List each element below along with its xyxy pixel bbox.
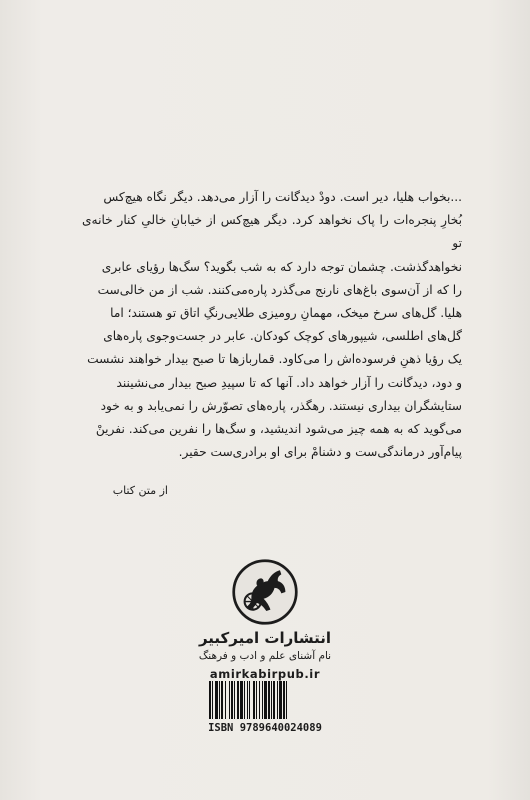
blurb-line: ...بخواب هلیا، دیر است. دودْ دیدگانت را آزار می‌دهد. دیگر نگاه هیچ‌کس: [103, 190, 462, 204]
barcode-bar: [268, 681, 270, 719]
barcode-bar: [212, 681, 213, 719]
barcode-bar: [221, 681, 223, 719]
barcode-bar: [209, 681, 211, 719]
blurb-line: و دود، دیدگانت را آزار خواهد داد. آنها که تا سپیدِ صبح بیدار می‌نشینند: [116, 375, 462, 390]
blurb-line: پیام‌آور درماندگی‌ست و دشنامْ برای او برادری‌ست حقیر.: [178, 445, 462, 460]
barcode-bar: [219, 681, 220, 719]
blurb-line: را که از آن‌سوی باغ‌های نارنج می‌گذرد پاره‌می‌کنند. شب از من خالی‌ست: [97, 282, 462, 297]
barcode-bar: [234, 681, 235, 719]
barcode-bar: [225, 681, 226, 719]
barcode-bar: [237, 681, 239, 719]
barcode-bar: [253, 681, 255, 719]
barcode-bar: [262, 681, 263, 719]
barcode-bar: [273, 681, 275, 719]
barcode-bar: [256, 681, 257, 719]
publisher-tagline: نام آشنای علم و ادب و فرهنگ: [198, 650, 332, 662]
blurb-line: نخواهدگذشت. چشمان توجه دارد که به شب بگوید؟ سگ‌ها رؤیای عابری: [101, 259, 462, 274]
barcode-bar: [271, 681, 272, 719]
horse-chariot-emblem-icon: [231, 558, 299, 626]
barcode-bar: [286, 681, 287, 719]
barcode: [207, 681, 319, 719]
barcode-bar: [279, 681, 282, 719]
barcode-bar: [277, 681, 278, 719]
publisher-url: amirkabirpub.ir: [209, 667, 321, 681]
barcode-bar: [215, 681, 218, 719]
blurb-line: ستایشگران بیداری نیستند. رهگذر، پاره‌های تصوّرش را نمی‌یابد و به خود: [100, 398, 462, 413]
barcode-bar: [249, 681, 250, 719]
isbn-label: ISBN: [208, 722, 234, 734]
blurb-text: [82, 186, 462, 464]
publisher-name: انتشارات امیرکبیر: [198, 629, 332, 647]
isbn-number: 9789640024089: [239, 722, 322, 734]
blurb-line: یک رؤیا ذهنِ فرسوده‌اش را می‌کاود. قماربازها تا صبح بیدار خواهند نشست: [87, 352, 462, 367]
barcode-bar: [229, 681, 230, 719]
blurb-line: بُخارِ پنجره‌ات را پاک نخواهد کرد. دیگر هیچ‌کس از خیابانِ خالیِ کنار خانه‌ی تو: [82, 213, 462, 251]
barcode-bar: [259, 681, 260, 719]
isbn: [0, 722, 530, 734]
barcode-bar: [283, 681, 285, 719]
blurb-line: گل‌های اطلسی، شیپورهای کوچک کودکان. عابر در جست‌وجوی پاره‌های: [103, 329, 462, 344]
barcode-bar: [247, 681, 248, 719]
blurb-line: هلیا. گل‌های سرخ میخک، مهمانِ رومیزی طلایی‌رنگِ اتاق تو هستند؛ اما: [110, 306, 462, 321]
blurb-line: می‌گوید که به همه چیز می‌شود اندیشید، و سگ‌ها را نفرین می‌کند. نفرینْ: [95, 422, 462, 437]
barcode-bar: [231, 681, 233, 719]
barcode-bar: [264, 681, 267, 719]
barcode-bar: [244, 681, 245, 719]
source-note: از متن کتاب: [112, 484, 168, 497]
barcode-bar: [240, 681, 243, 719]
